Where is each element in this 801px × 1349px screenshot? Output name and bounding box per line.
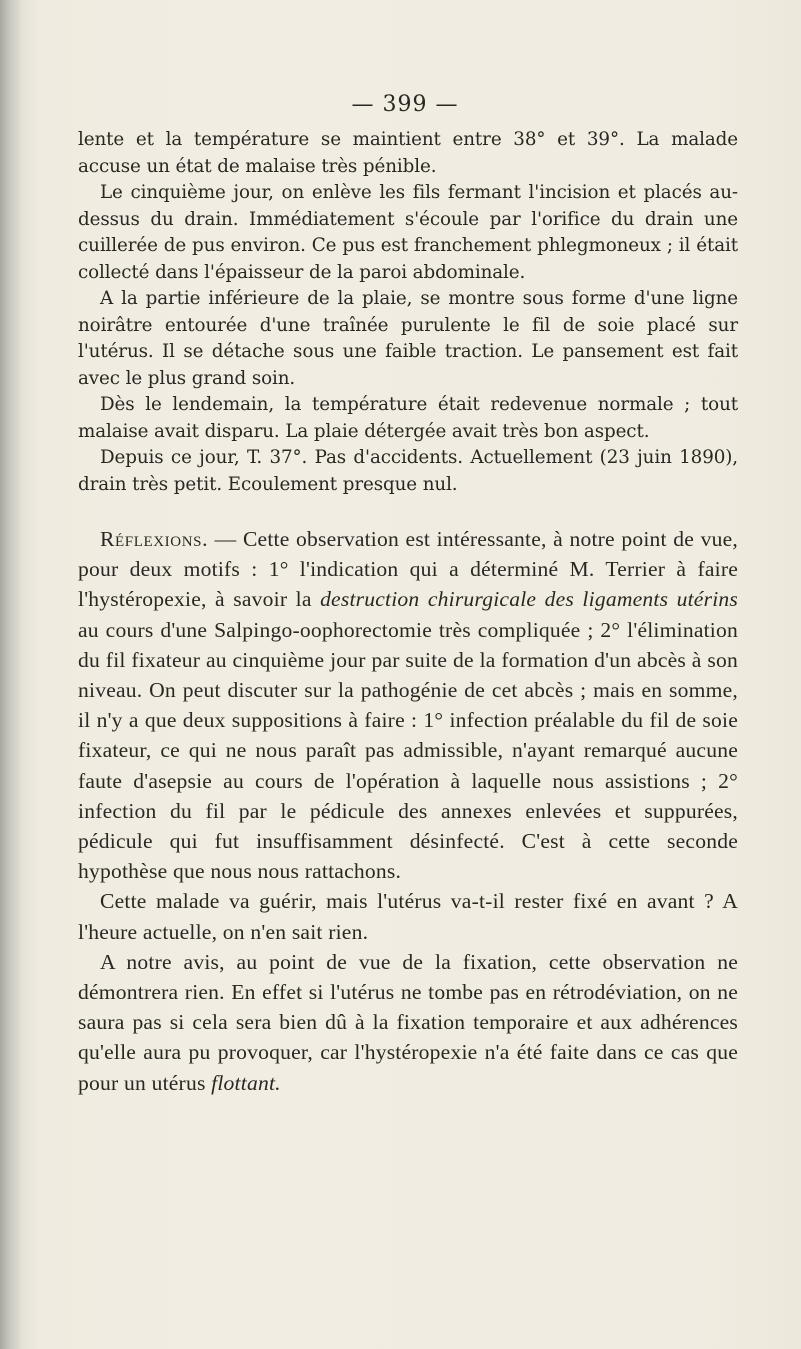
- paragraph-continuation: lente et la température se maintient entre 38° et 39°. La malade accuse un état de malaise très pénible.: [78, 129, 738, 177]
- reflexions-text-a: — Cette observation est intéressante, à notre point de vue, pour deux motifs : 1° l'indication qui a déterminé M. Terrier à faire l'hystéropexie, à savoir la: [78, 527, 738, 612]
- reflexions-section: [78, 524, 738, 1098]
- page-number: — 399 —: [351, 92, 459, 117]
- reflexions-paragraph-1: [78, 524, 738, 886]
- paragraph-next-day: Dès le lendemain, la température était redevenue normale ; tout malaise avait disparu. La plaie détergée avait très bon aspect.: [78, 394, 738, 442]
- reflexions-paragraph-3: [78, 947, 738, 1098]
- reflexions-text-b: au cours d'une Salpingo-oophorectomie très compliquée ; 2° l'élimination du fil fixateur au cinquième jour par suite de la formation d'un abcès à son niveau. On peut discuter sur la pathogénie de cet abcès ; mais en somme, il n'y a que deux suppositions à faire : 1° infection préalable du fil de soie fixateur, ce qui ne nous paraît pas admissible, n'ayant remarqué aucune faute d'asepsie au cours de l'opération à laquelle nous assistions ; 2° infection du fil par le pédicule des annexes enlevées et suppurées, pédicule qui fut insuffisamment désinfecté. C'est à cette seconde hypothèse que nous nous rattachons.: [78, 617, 738, 884]
- paragraph-fifth-day: Le cinquième jour, on enlève les fils fermant l'incision et placés au-dessus du drain. Immédiatement s'écoule par l'orifice du drain une cuillerée de pus environ. Ce pus est franchement phlegmoneux ; il était collecté dans l'épaisseur de la paroi abdominale.: [78, 182, 738, 283]
- reflexions-p3-italic: flottant.: [211, 1070, 281, 1095]
- reflexions-italic-phrase: destruction chirurgicale des ligaments utérins: [320, 587, 738, 612]
- observation-text: [78, 127, 738, 498]
- reflexions-heading: Réflexions.: [100, 527, 209, 551]
- paragraph-wound: A la partie inférieure de la plaie, se montre sous forme d'une ligne noirâtre entourée d'une traînée purulente le fil de soie placé sur l'utérus. Il se détache sous une faible traction. Le pansement est fait avec le plus grand soin.: [78, 288, 738, 389]
- paragraph-since-then: Depuis ce jour, T. 37°. Pas d'accidents. Actuellement (23 juin 1890), drain très petit. Ecoulement presque nul.: [78, 447, 738, 495]
- page-body: [78, 127, 738, 1098]
- reflexions-paragraph-2: Cette malade va guérir, mais l'utérus va-t-il rester fixé en avant ? A l'heure actuelle, on n'en sait rien.: [78, 889, 738, 944]
- page-gutter-shadow: [0, 0, 22, 1349]
- reflexions-p3-text: A notre avis, au point de vue de la fixation, cette observation ne démontrera rien. En effet si l'utérus ne tombe pas en rétrodéviation, on ne saura pas si cela sera bien dû à la fixation temporaire et aux adhérences qu'elle aura pu provoquer, car l'hystéropexie n'a été faite dans ce cas que pour un utérus: [78, 949, 738, 1095]
